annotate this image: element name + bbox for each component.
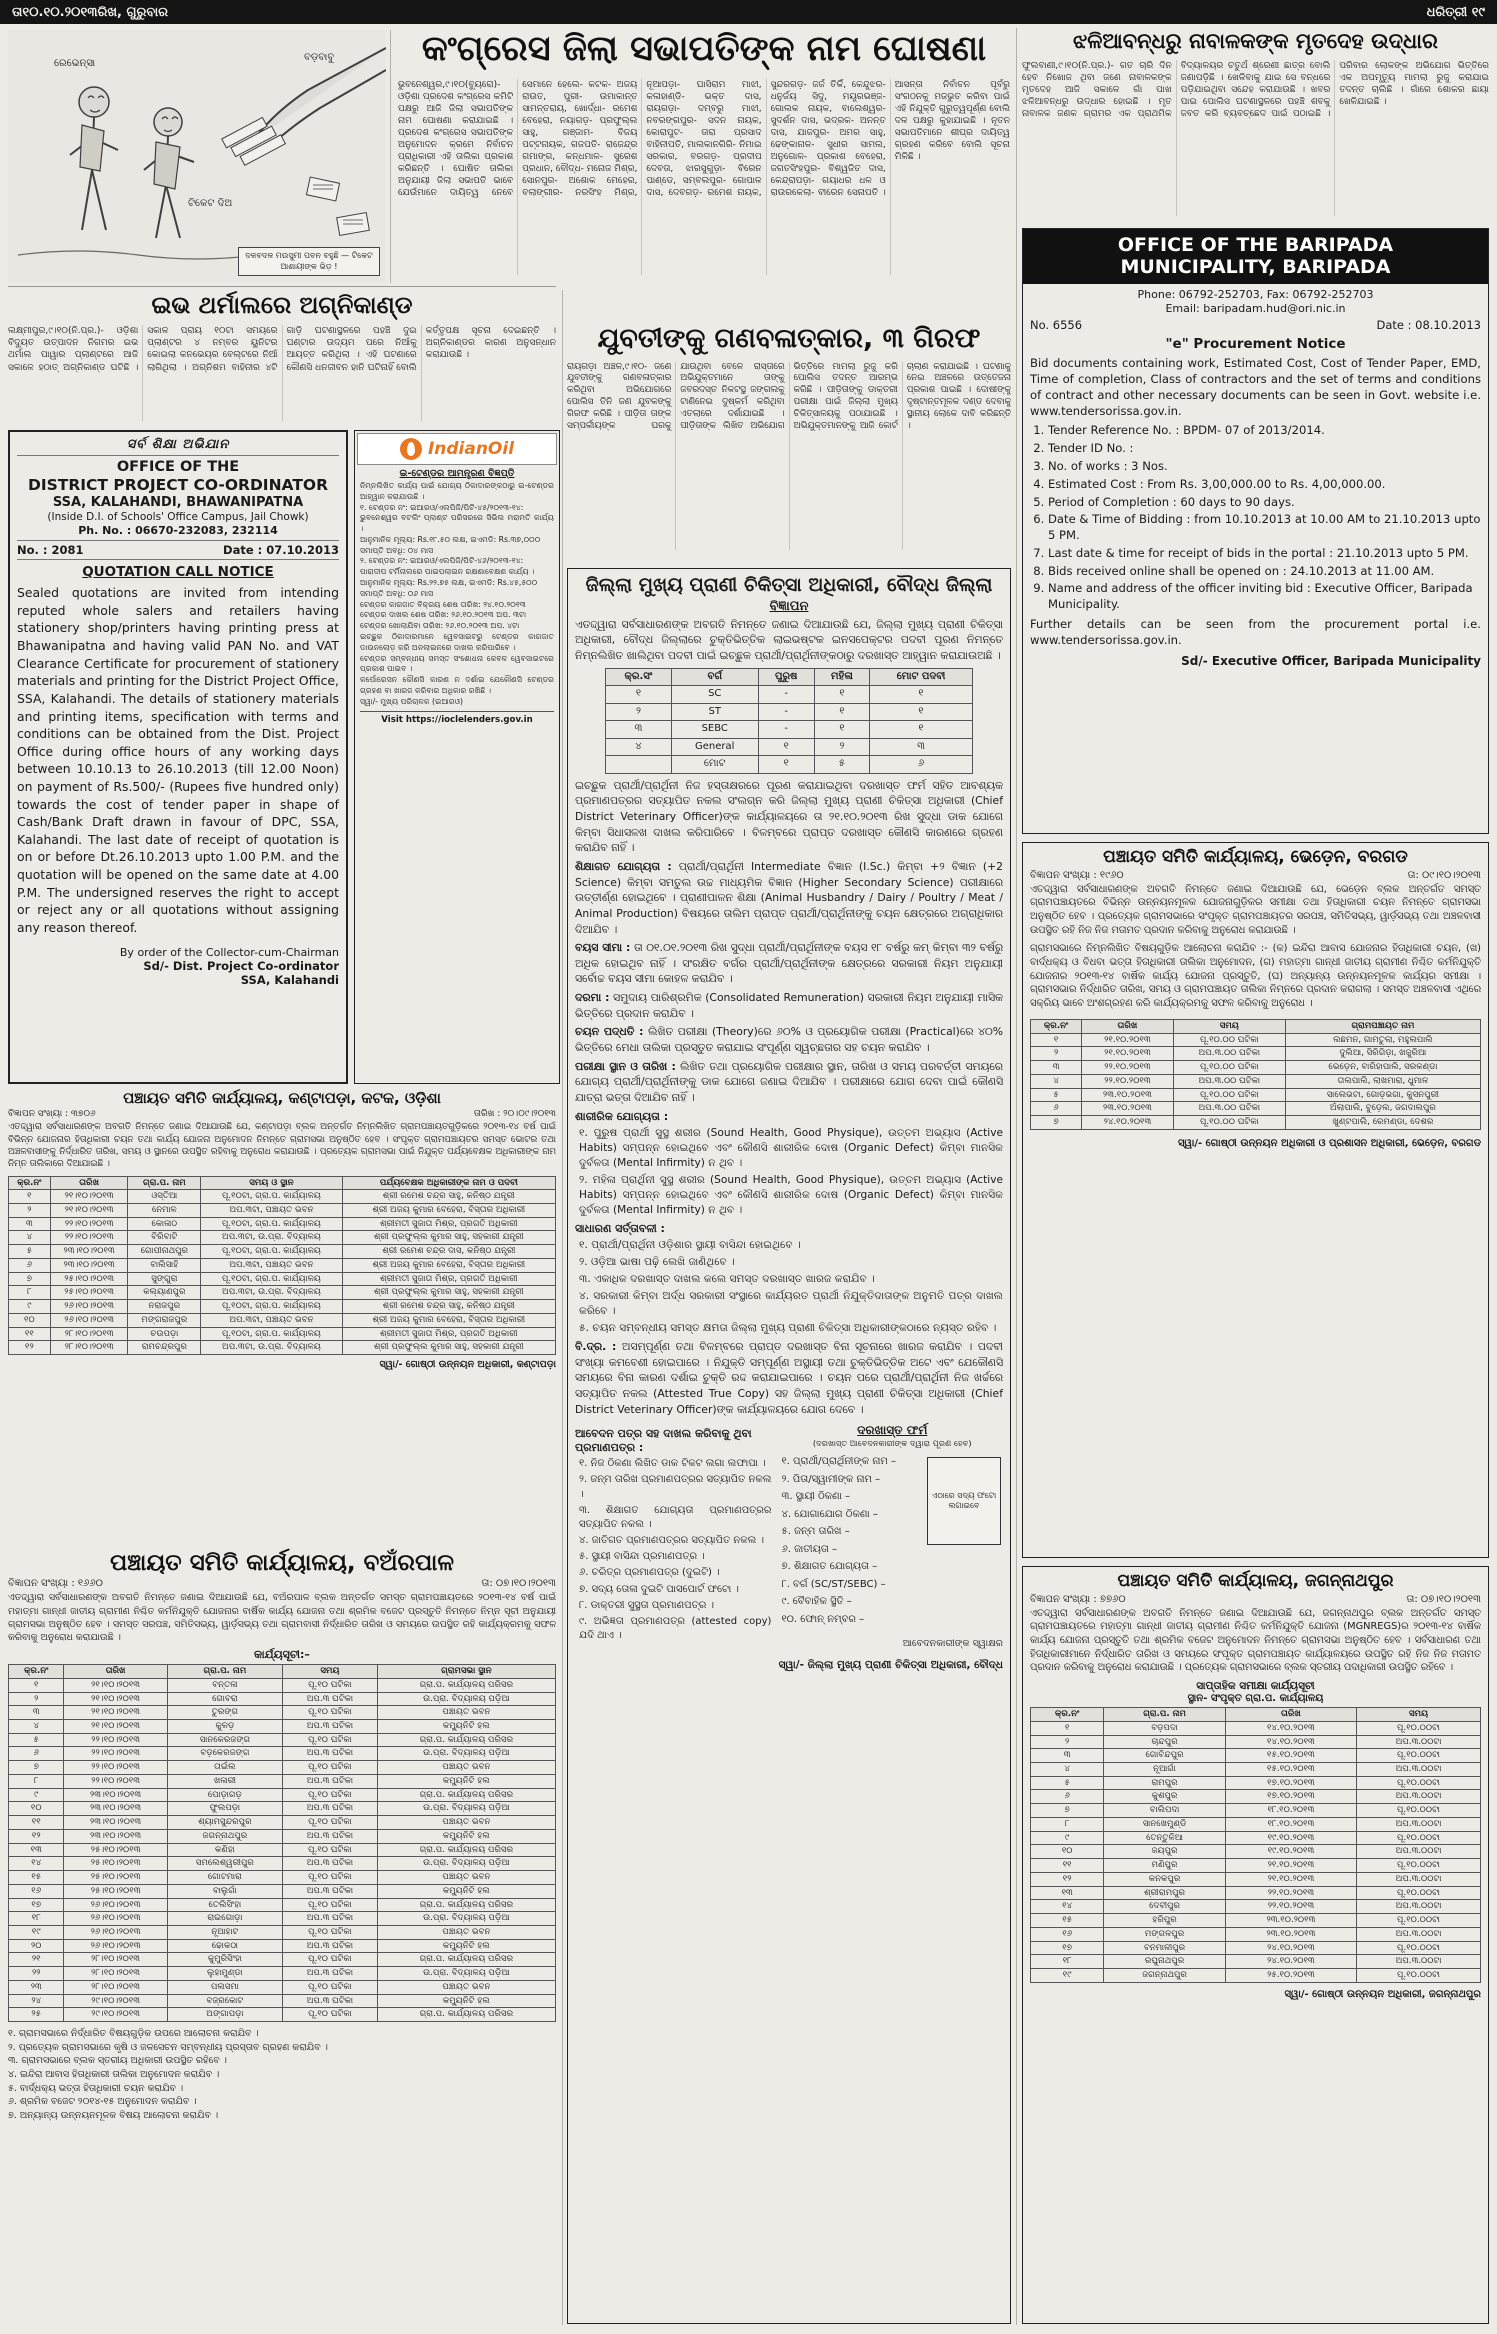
tender-detail-list bbox=[1030, 423, 1481, 612]
notice-paragraph: ବୟସ ସୀମା : ତା ୦୧.୦୧.୨୦୧୩ ରିଖ ସୁଦ୍ଧା ପ୍ରାର୍ଥୀ/ପ୍ରାର୍ଥିନୀଙ୍କ ବୟସ ୧୮ ବର୍ଷରୁ କମ୍ କିମ୍ବା ୩୨ ବର୍ଷରୁ ଅଧିକ ହୋଇଥିବ ନାହିଁ । ସଂରକ୍ଷିତ ବର୍ଗର ପ୍ରାର୍ଥୀ/ପ୍ରାର୍ଥିନୀଙ୍କ କ୍ଷେତ୍ରରେ ସରକାରୀ ନିୟମ ଅନୁଯାୟୀ ସର୍ବୋଚ୍ଚ ବୟସ ସୀମା କୋହଳ କରାଯିବ । bbox=[575, 941, 1003, 986]
notice-number: ବିଜ୍ଞାପନ ସଂଖ୍ୟା : ୭୭୬୦ bbox=[1030, 1593, 1126, 1605]
document-item: ୬. ଚରିତ୍ର ପ୍ରମାଣପତ୍ର (ଦୁଇଟି) । bbox=[579, 1567, 720, 1579]
table-row: ୧୫ ହରିପୁର ୨୩.୧୦.୨୦୧୩ ପୂ.୧୦.୦୦ଟା bbox=[1031, 1914, 1481, 1928]
table-row: ୪ ୨୧।୧୦।୨୦୧୩ କୁଳଡ଼ ଅପ.୩ ଘଟିକା କମ୍ୟୁନିଟି ହଲ bbox=[9, 1720, 556, 1734]
table-row: ୧୨ ୨୩।୧୦।୨୦୧୩ ଜଗନ୍ନାଥପୁର ଅପ.୩ ଘଟିକା କମ୍ୟୁନିଟି ହଲ bbox=[9, 1829, 556, 1843]
schedule-title: କାର୍ଯ୍ୟସୂଚୀ:– bbox=[254, 1648, 310, 1662]
physical-item: ୧. ପୁରୁଷ ପ୍ରାର୍ଥୀ ସୁସ୍ଥ ଶରୀର (Sound Health, Good Physique), ଉତ୍ତମ ଅଭ୍ୟାସ (Active Habits) ସମ୍ପନ୍ନ ହୋଇଥିବେ ଏବଂ କୌଣସି ଶାରୀରିକ ଦୋଷ (Organic Defect) କିମ୍ବା ମାନସିକ ଦୁର୍ବଳତା (Mental Infirmity) ନ ଥିବ । bbox=[579, 1126, 1003, 1169]
notice-subtitle: ବିଜ୍ଞାପନ bbox=[769, 598, 809, 614]
table-row: ୧୪ ୨୫।୧୦।୨୦୧୩ ସମଲେଶ୍ୱରୀପୁର ଅପ.୩ ଘଟିକା ଉ.ପ୍ରା. ବିଦ୍ୟାଳୟ ପଡ଼ିଆ bbox=[9, 1857, 556, 1871]
tender-detail-item: 6. Date & Time of Bidding : from 10.10.2013 at 10.00 AM to 21.10.2013 upto 5 PM. bbox=[1048, 512, 1481, 544]
table-row: ୧୧ ମଣିପୁର ୨୧.୧୦.୨୦୧୩ ପୂ.୧୦.୦୦ଟା bbox=[1031, 1859, 1481, 1873]
document-item: ୮. ଡାକ୍ତରୀ ସୁସ୍ଥତା ପ୍ରମାଣପତ୍ର । bbox=[579, 1599, 714, 1611]
indianoil-logo-icon bbox=[400, 438, 422, 460]
notice-org-line2: DISTRICT PROJECT CO-ORDINATOR bbox=[27, 476, 329, 495]
notice-signature: ସ୍ୱା/- ଗୋଷ୍ଠୀ ଉନ୍ନୟନ ଅଧିକାରୀ ଓ ପ୍ରଶାସନ ଅଧିକାରୀ, ଭେଡ଼େନ, ବରଗଡ bbox=[1178, 1137, 1481, 1149]
table-row: ୧୭ ୨୬।୧୦।୨୦୧୩ ତେଲିସିଂହା ପୂ.୧୦ ଘଟିକା ଗ୍ରା.ପ. କାର୍ଯ୍ୟାଳୟ ପରିସର bbox=[9, 1898, 556, 1912]
gram-sabha-schedule-table bbox=[1030, 1019, 1481, 1130]
form-title: ଦରଖାସ୍ତ ଫର୍ମ bbox=[857, 1423, 928, 1438]
notice-bhedan bbox=[1022, 842, 1489, 1558]
tender-detail-item: 7. Last date & time for receipt of bids in the portal : 21.10.2013 upto 5 PM. bbox=[1048, 546, 1481, 562]
notice-meta bbox=[8, 1109, 556, 1119]
table-row: ୧୫ ୨୫।୧୦।୨୦୧୩ ଗୋଟମାରା ପୂ.୧୦ ଘଟିକା ପଞ୍ଚାୟତ ଭବନ bbox=[9, 1871, 556, 1885]
table-header-row: କ୍ର.ନଂ ତାରିଖ ଗ୍ରା.ପ. ନାମ ସମୟ ଗ୍ରାମସଭା ସ୍ଥାନ bbox=[9, 1665, 556, 1679]
notice-date: ତାରିଖ : ୨୦।୦୯।୨୦୧୩ bbox=[473, 1109, 556, 1120]
table-row: ୭ ୨୨।୧୦।୨୦୧୩ ତାଇଁଲ ପୂ.୧୦ ଘଟିକା ପଞ୍ଚାୟତ ଭବନ bbox=[9, 1761, 556, 1775]
notice-banrpal bbox=[8, 1550, 556, 2325]
physical-title: ଶାରୀରିକ ଯୋଗ୍ୟତା : bbox=[575, 1109, 669, 1123]
advert-line: ଆନୁମାନିକ ମୂଲ୍ୟ: Rs.୧୮.୫୦ ଲକ୍ଷ, ଇଏମଡି: Rs.୩୭,୦୦୦ bbox=[360, 534, 541, 544]
advert-line: ଟେଣ୍ଡର କାଗଜାତ ବିକ୍ରୟ ଶେଷ ତାରିଖ: ୨୪.୧୦.୨୦୧୩ bbox=[360, 599, 526, 609]
terms-item: ୩. ଏକାଧିକ ଦରଖାସ୍ତ ଦାଖଲ କଲେ ସମସ୍ତ ଦରଖାସ୍ତ ଖାରଜ କରାଯିବ । bbox=[579, 1272, 875, 1285]
table-row: ୧ SC - ୧ ୧ bbox=[605, 686, 972, 704]
table-row: ୩ ୨୧।୧୦।୨୦୧୩ ତୁରଙ୍ଗ ପୂ.୧୦ ଘଟିକା ପଞ୍ଚାୟତ ଭବନ bbox=[9, 1706, 556, 1720]
table-row: ୨୦ ୨୬।୧୦।୨୦୧୩ ଢୋକଠା ଅପ.୩ ଘଟିକା କମ୍ୟୁନିଟି ହଲ bbox=[9, 1939, 556, 1953]
table-row: ୨୪ ୨୯।୧୦।୨୦୧୩ ବଜ୍ରକୋଟ ଅପ.୩ ଘଟିକା କମ୍ୟୁନିଟି ହଲ bbox=[9, 1994, 556, 2008]
article-headline: ଇଭ ଥର୍ମାଲରେ ଅଗ୍ନିକାଣ୍ଡ bbox=[151, 291, 413, 319]
form-field: ୬. ଜାତୀୟତା – bbox=[781, 1543, 837, 1555]
tender-detail-item: 5. Period of Completion : 60 days to 90 days. bbox=[1048, 495, 1481, 511]
form-field: ୨. ପିତା/ସ୍ୱାମୀଙ୍କ ନାମ – bbox=[781, 1473, 881, 1485]
notice-signature-line1: Sd/- Dist. Project Co-ordinator bbox=[143, 959, 339, 974]
document-item: ୨. ଜନ୍ମ ତାରିଖ ପ୍ରମାଣପତ୍ରର ସତ୍ୟାପିତ ନକଲ । bbox=[579, 1474, 772, 1500]
table-row: ୮ ୨୨।୧୦।୨୦୧୩ ଖଳାରୀ ଅପ.୩ ଘଟିକା କମ୍ୟୁନିଟି ହଲ bbox=[9, 1774, 556, 1788]
table-row: ୪ ୨୨।୧୦।୨୦୧୩ ବିରିବାଟି ଅପ.୩ଟା, ଉ.ପ୍ରା. ବିଦ୍ୟାଳୟ ଶ୍ରୀ ପ୍ରଫୁଲ୍ଲ କୁମାର ସାହୁ, ସହକାରୀ ଯନ୍ତ୍ରୀ bbox=[9, 1231, 556, 1245]
notice-body: Sealed quotations are invited from intending reputed whole salers and retailers having stationery shop/printers having printing press at Bhawanipatna and having valid PAN No. and VAT Clearance Certificate for procurement of stationery materials and printing for the District Project Office, SSA, Kalahandi. The details of stationery materials and printing items, specification with terms and conditions can be obtained from the Dist. Project Office during office hours of any working days between 10.10.13 to 26.10.2013 (till 12.00 Noon) on payment of Rs.500/- (Rupees five hundred only) towards the cost of tender paper in shape of Cash/Bank Draft drawn in favour of DPC, SSA, Kalahandi. The last date of receipt of quotation is on or before Dt.26.10.2013 upto 1.00 P.M. and the quotation will be opened on the same date at 4.00 P.M. The undersigned reserves the right to accept or reject any or all quotations without assigning any reason thereof. bbox=[17, 585, 339, 935]
notice-title: QUOTATION CALL NOTICE bbox=[82, 564, 274, 581]
table-header-row: କ୍ର.ନଂ ତାରିଖ ଗ୍ରା.ପ. ନାମ ସମୟ ଓ ସ୍ଥାନ ପର୍ଯ୍ୟବେକ୍ଷକ ଅଧିକାରୀଙ୍କ ନାମ ଓ ପଦବୀ bbox=[9, 1176, 556, 1190]
footnotes bbox=[8, 2027, 556, 2122]
form-field: ୭. ଶିକ୍ଷାଗତ ଯୋଗ୍ୟତା – bbox=[781, 1561, 878, 1573]
notice-number: ବିଜ୍ଞାପନ ସଂଖ୍ୟା : ୧୯୬୦ bbox=[1030, 869, 1124, 881]
notice-org-title: OFFICE OF THE BARIPADA MUNICIPALITY, BARIPADA bbox=[1023, 229, 1488, 284]
advert-line: ୨. ଟେଣ୍ଡର ନଂ: ଇଆରଓ/ଏଲପିଜି/ପିଟି-୪୬/୨୦୧୩-୧୪: bbox=[360, 556, 524, 566]
document-item: ୩. ଶିକ୍ଷାଗତ ଯୋଗ୍ୟତା ପ୍ରମାଣପତ୍ରର ସତ୍ୟାପିତ ନକଲ । bbox=[579, 1504, 772, 1530]
cartoon-caption: ଦଳବଦଳ ମଉସୁମୀ ପବନ ବହୁଛି — ଟିକେଟ ଆଶାୟୀଙ୍କ ଭିଡ଼ ! bbox=[238, 247, 380, 276]
table-row: ୫ ୨୩।୧୦।୨୦୧୩ ଗୋପୀନାଥପୁର ପୂ.୧୦ଟା, ଗ୍ରା.ପ. କାର୍ଯ୍ୟାଳୟ ଶ୍ରୀ ରମେଶ ଚନ୍ଦ୍ର ଦାସ, କନିଷ୍ଠ ଯନ୍ତ୍ରୀ bbox=[9, 1245, 556, 1259]
table-row: ୧୯ ଜଗନ୍ନାଥପୁର ୨୫.୧୦.୨୦୧୩ ପୂ.୧୦.୦୦ଟା bbox=[1031, 1969, 1481, 1983]
table-row: ୧୧ ୨୩।୧୦।୨୦୧୩ ଶ୍ୟାମସୁନ୍ଦରପୁର ପୂ.୧୦ ଘଟିକା ପଞ୍ଚାୟତ ଭବନ bbox=[9, 1816, 556, 1830]
footnote-item: ୧. ଗ୍ରାମସଭାରେ ନିର୍ଦ୍ଧାରିତ ବିଷୟଗୁଡ଼ିକ ଉପରେ ଆଲୋଚନା କରାଯିବ । bbox=[8, 2028, 259, 2040]
table-row: ୫ ରାମପୁର ୧୭.୧୦.୨୦୧୩ ପୂ.୧୦.୦୦ଟା bbox=[1031, 1776, 1481, 1790]
table-header-row: କ୍ର.ନଂ ତାରିଖ ସମୟ ଗ୍ରାମପଞ୍ଚାୟତ ନାମ bbox=[1031, 1019, 1481, 1033]
table-row: ୯ ତେନ୍ତୁଳିଆ ୧୯.୧୦.୨୦୧୩ ପୂ.୧୦.୦୦ଟା bbox=[1031, 1831, 1481, 1845]
tender-detail-item: 9. Name and address of the officer inviting bid : Executive Officer, Baripada Municipality. bbox=[1048, 581, 1481, 613]
tender-detail-item: 3. No. of works : 3 Nos. bbox=[1048, 459, 1481, 475]
notice-title: ଜିଲ୍ଲା ମୁଖ୍ୟ ପ୍ରାଣୀ ଚିକିତ୍ସା ଅଧିକାରୀ, ବୌଦ୍ଧ ଜିଲ୍ଲା bbox=[585, 574, 993, 596]
table-row: ୧୮ ରଘୁନାଥପୁର ୨୪.୧୦.୨୦୧୩ ଅପ.୩.୦୦ଟା bbox=[1031, 1955, 1481, 1969]
table-row: ୮ ୨୫।୧୦।୨୦୧୩ କଲ୍ୟାଣପୁର ଅପ.୩ଟା, ଉ.ପ୍ରା. ବିଦ୍ୟାଳୟ ଶ୍ରୀ ପ୍ରଫୁଲ୍ଲ କୁମାର ସାହୁ, ସହକାରୀ ଯନ୍ତ୍ରୀ bbox=[9, 1286, 556, 1300]
ssa-logo: ସର୍ବ ଶିକ୍ଷା ଅଭିଯାନ bbox=[17, 437, 339, 456]
table-row: ୮ ସାନଖେମୁଣ୍ଡି ୧୮.୧୦.୨୦୧୩ ଅପ.୩.୦୦ଟା bbox=[1031, 1817, 1481, 1831]
notice-footer: Further details can be seen from the procurement portal i.e. www.tendersorissa.gov.in. bbox=[1030, 616, 1481, 647]
document-item: ୫. ସ୍ଥାୟୀ ବାସିନ୍ଦା ପ୍ରମାଣପତ୍ର । bbox=[579, 1551, 705, 1563]
application-form bbox=[781, 1423, 1003, 1649]
cartoon-label-1: ରେଭେନ୍ସା bbox=[54, 58, 96, 69]
advert-line: ଇଚ୍ଛୁକ ଠିକାଦାରମାନେ ୱେବସାଇଟରୁ ଟେଣ୍ଡର କାଗଜାତ ଡାଉନଲୋଡ଼ କରି ଅନଲାଇନରେ ଦାଖଲ କରିପାରିବେ । bbox=[360, 631, 554, 652]
notice-date: ତା: ୦୯।୧୦।୨୦୧୩ bbox=[1407, 869, 1481, 881]
tender-detail-item: 4. Estimated Cost : From Rs. 3,00,000.00 to Rs. 4,00,000.00. bbox=[1048, 477, 1481, 493]
document-item: ୧. ନିଜ ଠିକଣା ଲିଖିତ ଡାକ ଟିକଟ ଲଗା ଲଫାପା । bbox=[579, 1458, 766, 1470]
table-row: ୧୧ ୨୮।୧୦।୨୦୧୩ ଚଉପଡ଼ା ପୂ.୧୦ଟା, ଗ୍ରା.ପ. କାର୍ଯ୍ୟାଳୟ ଶ୍ରୀମତୀ ସୁଜାତା ମିଶ୍ର, ପ୍ରଗତି ଅଧିକାରୀ bbox=[9, 1327, 556, 1341]
notice-meta bbox=[17, 540, 339, 560]
notice-meta bbox=[1030, 318, 1481, 332]
notice-meta bbox=[8, 1578, 556, 1589]
docs-and-form bbox=[575, 1423, 1003, 1649]
document-item: ୯. ଅଭିଜ୍ଞତା ପ୍ରମାଣପତ୍ର (attested copy) ଯଦି ଥାଏ । bbox=[579, 1616, 772, 1642]
table-row: ମୋଟ ୧ ୫ ୬ bbox=[605, 756, 972, 774]
notice-date: ତା: ୦୭।୧୦।୨୦୧୩ bbox=[481, 1578, 556, 1590]
footnote-item: ୪. ଇନ୍ଦିରା ଆବାସ ହିତାଧିକାରୀ ତାଲିକା ଅନୁମୋଦନ କରାଯିବ । bbox=[8, 2069, 220, 2081]
table-row: ୧୩ ଶ୍ରୀରାମପୁର ୨୨.୧୦.୨୦୧୩ ପୂ.୧୦.୦୦ଟା bbox=[1031, 1886, 1481, 1900]
footnote-item: ୨. ପ୍ରତ୍ୟେକ ଗ୍ରାମସଭାରେ କୃଷି ଓ ଜଳସେଚନ ସମ୍ବନ୍ଧୀୟ ପ୍ରସ୍ତାବ ଗ୍ରହଣ କରାଯିବ । bbox=[8, 2041, 328, 2053]
form-field: ୧୦. ଫୋନ୍ ନମ୍ବର – bbox=[781, 1613, 865, 1625]
notice-title: ପଞ୍ଚାୟତ ସମିତି କାର୍ଯ୍ୟାଳୟ, ଭେଡ଼େନ, ବରଗଡ bbox=[1103, 847, 1408, 867]
column-rule bbox=[1016, 28, 1017, 2325]
vacancy-table bbox=[605, 668, 973, 774]
article-headline: ଯୁବତୀଙ୍କୁ ଗଣବଳାତ୍କାର, ୩ ଗିରଫ bbox=[597, 323, 981, 354]
advert-line: ଆନୁମାନିକ ମୂଲ୍ୟ: Rs.୨୨.୭୫ ଲକ୍ଷ, ଇଏମଡି: Rs.୪୫,୫୦୦ bbox=[360, 578, 538, 588]
table-row: ୬ ୨୩।୧୦।୨୦୧୩ ବାଲିସାହି ଅପ.୩ଟା, ପଞ୍ଚାୟତ ଭବନ ଶ୍ରୀ ଅଜୟ କୁମାର ବେହେରା, ବିସ୍ତାର ଅଧିକାରୀ bbox=[9, 1258, 556, 1272]
article-congress bbox=[398, 28, 1010, 286]
section-rule bbox=[8, 286, 556, 287]
table-row: ୯ ୨୬।୧୦।୨୦୧୩ ନରାଜପୁର ପୂ.୧୦ଟା, ଗ୍ରା.ପ. କାର୍ଯ୍ୟାଳୟ ଶ୍ରୀ ରମେଶ ଚନ୍ଦ୍ର ସାହୁ, କନିଷ୍ଠ ଯନ୍ତ୍ରୀ bbox=[9, 1300, 556, 1314]
form-field: ୫. ଜନ୍ମ ତାରିଖ – bbox=[781, 1526, 850, 1538]
cartoon-label-3: ଟିକେଟ ଦିଅ bbox=[188, 198, 233, 209]
table-row: ୧୭ ବନମାଳୀପୁର ୨୪.୧୦.୨୦୧୩ ପୂ.୧୦.୦୦ଟା bbox=[1031, 1941, 1481, 1955]
table-row: ୪ General ୧ ୨ ୩ bbox=[605, 738, 972, 756]
cartoon-label-2: ବଡ଼ବାବୁ bbox=[304, 52, 335, 63]
notice-date: ତା: ୦୭।୧୦।୨୦୧୩ bbox=[1406, 1593, 1481, 1605]
article-body: ଲକ୍ଷ୍ମୀପୁର,୯।୧୦(ନି.ପ୍ର.)- ଓଡ଼ିଶା ବିଦ୍ୟୁତ ଉତ୍ପାଦନ ନିଗମର ଇଭ ଥର୍ମାଲ ପାୱାର ପ୍ଲାଣ୍ଟରେ ଆଜି ସକାଳେ ହଠାତ୍ ଅଗ୍ନିକାଣ୍ଡ ଘଟିଛି । ସକାଳ ପ୍ରାୟ ୧୦ଟା ସମୟରେ ପ୍ଲାଣ୍ଟର ୪ ନମ୍ବର ୟୁନିଟର କୋଇଲା କନଭେୟର ବେଲ୍ଟରେ ନିଆଁ ଲାଗିଥିଲା । ଅଗ୍ନିଶମ ବାହିନୀର ୪ଟି ଗାଡ଼ି ଘଟଣାସ୍ଥଳରେ ପହଞ୍ଚି ଦୁଇ ଘଣ୍ଟାର ଉଦ୍ୟମ ପରେ ନିଆଁକୁ ଆୟତ୍ତ କରିଥିଲା । ଏହି ଘଟଣାରେ କୌଣସି ଧନଜୀବନ ହାନି ଘଟିନାହିଁ ବୋଲି କର୍ତ୍ତୃପକ୍ଷ ସୂଚନା ଦେଇଛନ୍ତି । ଅଗ୍ନିକାଣ୍ଡର କାରଣ ଅନୁସନ୍ଧାନ କରାଯାଉଛି । bbox=[8, 326, 556, 373]
advert-line: ନିମ୍ନଲିଖିତ କାର୍ଯ୍ୟ ପାଇଁ ଯୋଗ୍ୟ ଠିକାଦାରଙ୍କଠାରୁ ଇ-ଟେଣ୍ଡର ଆହ୍ୱାନ କରାଯାଉଛି । bbox=[360, 481, 554, 501]
column-rule bbox=[562, 290, 563, 2325]
table-row: ୧୯ ୨୬।୧୦।୨୦୧୩ ନୂଆହାଟ ପୂ.୧୦ ଘଟିକା ପଞ୍ଚାୟତ ଭବନ bbox=[9, 1926, 556, 1940]
notice-paragraph: ଏତଦ୍ଦ୍ୱାରା ସର୍ବସାଧାରଣଙ୍କ ଅବଗତି ନିମନ୍ତେ ଜଣାଇ ଦିଆଯାଉଛି ଯେ, ଭେଡ଼େନ ବ୍ଲକ ଅନ୍ତର୍ଗତ ସମସ୍ତ ଗ୍ରାମପଞ୍ଚାୟତରେ ବିଭିନ୍ନ ଉନ୍ନୟନମୂଳକ ଯୋଜନାଗୁଡ଼ିକର ସମୀକ୍ଷା ତଥା ହିତାଧିକାରୀ ଚୟନ ନିମନ୍ତେ ଗ୍ରାମସଭା ଅନୁଷ୍ଠିତ ହେବ । ପ୍ରତ୍ୟେକ ଗ୍ରାମସଭାରେ ସଂପୃକ୍ତ ଗ୍ରାମପଞ୍ଚାୟତର ସରପଞ୍ଚ, ସମିତିସଭ୍ୟ, ୱାର୍ଡ଼ସଭ୍ୟ ତଥା ଅଞ୍ଚଳବାସୀ ଉପସ୍ଥିତ ରହି ନିଜ ନିଜ ମତାମତ ପ୍ରଦାନ କରିବାକୁ ଅନୁରୋଧ କରାଯାଉଛି । bbox=[1030, 883, 1481, 936]
masthead bbox=[0, 0, 1497, 24]
tender-detail-item: 2. Tender ID No. : bbox=[1048, 441, 1481, 457]
gram-sabha-schedule-table bbox=[8, 1664, 556, 2022]
notice-intro: Bid documents containing work, Estimated Cost, Cost of Tender Paper, EMD, Time of completion, Class of contractors and the set of terms and conditions of contract and other necessary documents can be seen in Govt. website i.e. www.tendersorissa.gov.in. bbox=[1030, 356, 1481, 418]
advert-line: ସ୍ୱା/- ମୁଖ୍ୟ ପରିଚାଳକ (ଇଆରଓ) bbox=[360, 696, 464, 706]
table-row: ୧୮ ୨୬।୧୦।୨୦୧୩ ରାଇଗୋଡ଼ା ଅପ.୩ ଘଟିକା ଉ.ପ୍ରା. ବିଦ୍ୟାଳୟ ପଡ଼ିଆ bbox=[9, 1912, 556, 1926]
table-row: ୧୬ ୨୫।୧୦।୨୦୧୩ ବାଲୁଗାଁ ଅପ.୩ ଘଟିକା କମ୍ୟୁନିଟି ହଲ bbox=[9, 1884, 556, 1898]
notice-number: ବିଜ୍ଞାପନ ସଂଖ୍ୟା : ୧୬୬୦ bbox=[8, 1578, 103, 1590]
table-row: ୧୬ ମଙ୍ଗଳପୁର ୨୩.୧୦.୨୦୧୩ ଅପ.୩.୦୦ଟା bbox=[1031, 1927, 1481, 1941]
article-drowning bbox=[1022, 28, 1489, 224]
notice-meta bbox=[1030, 870, 1481, 881]
advert-line: ପାରାଦୀପ ଟର୍ମିନାଲରେ ପାଇପଲାଇନ ରକ୍ଷଣାବେକ୍ଷଣ କାର୍ଯ୍ୟ । bbox=[360, 567, 535, 577]
table-header-row: କ୍ର.ସଂ ବର୍ଗ ପୁରୁଷ ମହିଳା ମୋଟ ପଦବୀ bbox=[605, 668, 972, 686]
terms-item: ୪. ସରକାରୀ କିମ୍ବା ଅର୍ଦ୍ଧ ସରକାରୀ ସଂସ୍ଥାରେ କାର୍ଯ୍ୟରତ ପ୍ରାର୍ଥୀ ନିଯୁକ୍ତିଦାତାଙ୍କ ଅନୁମତି ପତ୍ର ଦାଖଲ କରିବେ । bbox=[579, 1289, 1003, 1317]
notice-signature: ସ୍ୱା/- ଗୋଷ୍ଠୀ ଉନ୍ନୟନ ଅଧିକାରୀ, କଣ୍ଟାପଡ଼ା bbox=[379, 1359, 556, 1371]
terms-title: ସାଧାରଣ ସର୍ତ୍ତାବଳୀ : bbox=[575, 1221, 665, 1235]
table-row: ୨୧ ୨୮।୧୦।୨୦୧୩ କୁମୁରିସିଂହା ପୂ.୧୦ ଘଟିକା ଗ୍ରା.ପ. କାର୍ଯ୍ୟାଳୟ ପରିସର bbox=[9, 1953, 556, 1967]
physical-item: ୨. ମହିଳା ପ୍ରାର୍ଥିନୀ ସୁସ୍ଥ ଶରୀର (Sound Health, Good Physique), ଉତ୍ତମ ଅଭ୍ୟାସ (Active Habits) ସମ୍ପନ୍ନ ହୋଇଥିବେ ଏବଂ କୌଣସି ଶାରୀରିକ ଦୋଷ (Organic Defect) କିମ୍ବା ମାନସିକ ଦୁର୍ବଳତା (Mental Infirmity) ନ ଥିବ । bbox=[579, 1173, 1003, 1216]
article-headline: ଝଳିଆବନ୍ଧରୁ ନାବାଳକଙ୍କ ମୃତଦେହ ଉଦ୍ଧାର bbox=[1073, 29, 1438, 53]
terms-item: ୫. ଚୟନ ସମ୍ବନ୍ଧୀୟ ସମସ୍ତ କ୍ଷମତା ଜିଲ୍ଲା ମୁଖ୍ୟ ପ୍ରାଣୀ ଚିକିତ୍ସା ଅଧିକାରୀଙ୍କଠାରେ ନ୍ୟସ୍ତ ରହିବ । bbox=[579, 1321, 997, 1334]
notice-intro: ଏତଦ୍ଦ୍ୱାରା ସର୍ବସାଧାରଣଙ୍କ ଅବଗତି ନିମନ୍ତେ ଜଣାଇ ଦିଆଯାଉଛି ଯେ, ଜିଲ୍ଲା ମୁଖ୍ୟ ପ୍ରାଣୀ ଚିକିତ୍ସା ଅଧିକାରୀ, ବୌଦ୍ଧ ଜିଲ୍ଲାରେ ଚୁକ୍ତିଭିତ୍ତିକ ଲାଇଭଷ୍ଟକ ଇନସପେକ୍ଟର ପଦବୀ ପୂରଣ ନିମନ୍ତେ ନିମ୍ନଲିଖିତ ଖାଲିଥିବା ପଦବୀ ପାଇଁ ଇଚ୍ଛୁକ ପ୍ରାର୍ଥୀ/ପ୍ରାର୍ଥିନୀଙ୍କଠାରୁ ଦରଖାସ୍ତ ଆହ୍ୱାନ କରାଯାଉଅଛି । bbox=[575, 617, 1003, 663]
notice-number: No. 6556 bbox=[1030, 318, 1083, 333]
table-row: ୩ SEBC - ୧ ୧ bbox=[605, 721, 972, 739]
notice-dpc-kalahandi bbox=[8, 430, 348, 1084]
footnote-item: ୩. ଗ୍ରାମସଭାରେ ବ୍ଲକ ସ୍ତରୀୟ ଅଧିକାରୀ ଉପସ୍ଥିତ ରହିବେ । bbox=[8, 2055, 227, 2067]
notice-kantapada bbox=[8, 1090, 556, 1542]
notice-title: ପଞ୍ଚାୟତ ସମିତି କାର୍ଯ୍ୟାଳୟ, ଜଗନ୍ନାଥପୁର bbox=[1117, 1571, 1394, 1591]
table-row: ୨୫ ୨୯।୧୦।୨୦୧୩ ଅଙ୍ଗାପଡ଼ା ପୂ.୧୦ ଘଟିକା ଗ୍ରା.ପ. କାର୍ଯ୍ୟାଳୟ ପରିସର bbox=[9, 2008, 556, 2022]
notice-meta bbox=[1030, 1594, 1481, 1605]
notice-paragraph: ଶିକ୍ଷାଗତ ଯୋଗ୍ୟତା : ପ୍ରାର୍ଥୀ/ପ୍ରାର୍ଥିନୀ Intermediate ବିଜ୍ଞାନ (I.Sc.) କିମ୍ବା +୨ ବିଜ୍ଞାନ (+2 Science) କିମ୍ବା ସମତୁଲ ଉଚ୍ଚ ମାଧ୍ୟମିକ ବିଜ୍ଞାନ (Higher Secondary Science) ପରୀକ୍ଷାରେ ଉତ୍ତୀର୍ଣ୍ଣ ହୋଇଥିବେ । ପ୍ରାଣୀପାଳନ ଶିକ୍ଷା (Animal Husbandry / Dairy / Poultry / Meat / Animal Production) ବିଷୟରେ ତାଲିମ ପ୍ରାପ୍ତ ପ୍ରାର୍ଥୀ/ପ୍ରାର୍ଥିନୀଙ୍କୁ ଚୟନ କ୍ଷେତ୍ରରେ ଅଗ୍ରାଧିକାର ଦିଆଯିବ । bbox=[575, 859, 1003, 936]
footnote-item: ୭. ଅନ୍ୟାନ୍ୟ ଉନ୍ନୟନମୂଳକ ବିଷୟ ଆଲୋଚନା କରାଯିବ । bbox=[8, 2109, 219, 2121]
photo-box: ଏଠାରେ ସଦ୍ୟ ଫଟୋ ଲଗାଇବେ bbox=[927, 1457, 1001, 1545]
footnote-item: ୬. ଶ୍ରମିକ ବଜେଟ ୨୦୧୪-୧୫ ଅନୁମୋଦନ କରାଯିବ । bbox=[8, 2096, 197, 2108]
notice-signature: ସ୍ୱା/- ଜିଲ୍ଲା ମୁଖ୍ୟ ପ୍ରାଣୀ ଚିକିତ୍ସା ଅଧିକାରୀ, ବୌଦ୍ଧ bbox=[778, 1659, 1003, 1672]
table-row: ୧୨ କନକପୁର ୨୧.୧୦.୨୦୧୩ ଅପ.୩.୦୦ଟା bbox=[1031, 1872, 1481, 1886]
advert-line: ଟେଣ୍ଡର ଖୋଲାଯିବା ତାରିଖ: ୨୬.୧୦.୨୦୧୩ ଅପ. ୪ଟା bbox=[360, 621, 520, 631]
table-row: ୫ ୨୨।୧୦।୨୦୧୩ ସାନକେରଜଙ୍ଗ ପୂ.୧୦ ଘଟିକା ଗ୍ରା.ପ. କାର୍ଯ୍ୟାଳୟ ପରିସର bbox=[9, 1733, 556, 1747]
table-row: ୨୨ ୨୮।୧୦।୨୦୧୩ ଲୁହାମୁଣ୍ଡା ଅପ.୩ ଘଟିକା ଉ.ପ୍ରା. ବିଦ୍ୟାଳୟ ପଡ଼ିଆ bbox=[9, 1967, 556, 1981]
article-fire bbox=[8, 290, 556, 424]
documents-list bbox=[575, 1423, 771, 1649]
advert-line: ଟେଣ୍ଡର ଦାଖଲ ଶେଷ ତାରିଖ: ୨୬.୧୦.୨୦୧୩ ଅପ. ୩ଟା bbox=[360, 610, 527, 620]
table-row: ୩ ୨୨।୧୦।୨୦୧୩ କୋଳାଠ ପୂ.୧୦ଟା, ଗ୍ରା.ପ. କାର୍ଯ୍ୟାଳୟ ଶ୍ରୀମତୀ ସୁଜାତା ମିଶ୍ର, ପ୍ରଗତି ଅଧିକାରୀ bbox=[9, 1217, 556, 1231]
notice-number: No. : 2081 bbox=[17, 543, 84, 558]
table-row: ୧୪ ଦେବୀପୁର ୨୨.୧୦.୨୦୧୩ ଅପ.୩.୦୦ଟା bbox=[1031, 1900, 1481, 1914]
table-row: ୭ ୨୫।୧୦।୨୦୧୩ ସୁଙ୍ଗୁରା ପୂ.୧୦ଟା, ଗ୍ରା.ପ. କାର୍ଯ୍ୟାଳୟ ଶ୍ରୀମତୀ ସୁଜାତା ମିଶ୍ର, ପ୍ରଗତି ଅଧିକାରୀ bbox=[9, 1272, 556, 1286]
table-row: ୧ ୨୧।୧୦।୨୦୧୩ ବନ୍ତଳା ପୂ.୧୦ ଘଟିକା ଗ୍ରା.ପ. କାର୍ଯ୍ୟାଳୟ ପରିସର bbox=[9, 1678, 556, 1692]
notice-email: Email: baripadam.hud@ori.nic.in bbox=[1165, 302, 1346, 316]
advert-indianoil bbox=[354, 430, 560, 1084]
notice-org-line1: OFFICE OF THE bbox=[116, 459, 240, 475]
masthead-date: ତା୧୦.୧୦.୨୦୧୩ରିଖ, ଗୁରୁବାର bbox=[12, 4, 169, 20]
notice-signature: Sd/- Executive Officer, Baripada Municipality bbox=[1181, 654, 1481, 669]
advert-line: ସମାପ୍ତି ଅବଧି: ୦୬ ମାସ bbox=[360, 588, 434, 598]
applicant-signature-label: ଆବେଦନକାରୀଙ୍କ ସ୍ୱାକ୍ଷର bbox=[902, 1638, 1003, 1650]
notice-signature-line2: SSA, Kalahandi bbox=[240, 973, 339, 988]
advert-line: ସମାପ୍ତି ଅବଧି: ୦୪ ମାସ bbox=[360, 545, 434, 555]
advert-line: କର୍ପୋରେସନ କୌଣସି କାରଣ ନ ଦର୍ଶାଇ ଯେକୌଣସି ଟେଣ୍ଡର ଗ୍ରହଣ ବା ଖାରଜ କରିବାର ଅଧିକାର ରଖିଛି । bbox=[360, 675, 554, 695]
form-subtitle: (ଦରଖାସ୍ତ ଆବେଦନକାରୀଙ୍କ ଦ୍ୱାରା ପୂରଣ ହେବ) bbox=[812, 1438, 972, 1449]
advert-website: Visit https://ioclelenders.gov.in bbox=[360, 711, 554, 725]
gram-sabha-observer-table bbox=[8, 1176, 556, 1356]
notice-signature: ସ୍ୱା/- ଗୋଷ୍ଠୀ ଉନ୍ନୟନ ଅଧିକାରୀ, ଜଗନ୍ନାଥପୁର bbox=[1284, 1988, 1481, 2000]
form-field: ୮. ବର୍ଗ (SC/ST/SEBC) – bbox=[781, 1578, 886, 1590]
notice-phone: Phone: 06792-252703, Fax: 06792-252703 bbox=[1137, 287, 1374, 301]
column-rule bbox=[390, 30, 391, 283]
notice-paragraph: ଇଚ୍ଛୁକ ପ୍ରାର୍ଥୀ/ପ୍ରାର୍ଥିନୀ ନିଜ ହସ୍ତାକ୍ଷରରେ ପୂରଣ କରାଯାଇଥିବା ଦରଖାସ୍ତ ଫର୍ମ ସହିତ ଆବଶ୍ୟକ ପ୍ରମାଣପତ୍ରର ସତ୍ୟାପିତ ନକ​ଲ ସଂଲଗ୍ନ କରି ଜିଲ୍ଲା ମୁଖ୍ୟ ପ୍ରାଣୀ ଚିକିତ୍ସା ଅଧିକାରୀ (Chief District Veterinary Officer)ଙ୍କ କାର୍ଯ୍ୟାଳୟରେ ତା ୨୧.୧୦.୨୦୧୩ ରିଖ ସୁଦ୍ଧା ଡାକ ଯୋଗେ କିମ୍ବା ସିଧାସଳଖ ଦାଖଲ କରିପାରିବେ । ବିଳମ୍ବରେ ପ୍ରାପ୍ତ ଦରଖାସ୍ତ କୌଣସି କାରଣରେ ଗ୍ରହଣ କରାଯିବ ନାହିଁ । bbox=[575, 778, 1003, 855]
article-body: ଭୁବନେଶ୍ୱର,୯।୧୦(ବ୍ୟୁରୋ)- ଓଡ଼ିଶା ପ୍ରଦେଶ କଂଗ୍ରେସ କମିଟି ପକ୍ଷରୁ ଆଜି ଜିଲା ସଭାପତିଙ୍କ ନାମ ଘୋଷଣା କରାଯାଇଛି । ପ୍ରଦେଶ କଂଗ୍ରେସ ସଭାପତିଙ୍କ ଅନୁମୋଦନ କ୍ରମେ ନିର୍ବାଚନ ପ୍ରାଧିକାରୀ ଏହି ତାଲିକା ପ୍ରକାଶ କରିଛନ୍ତି । ଘୋଷିତ ତାଲିକା ଅନୁଯାୟୀ ଜିଲା ସଭାପତି ଭାବେ ଯେଉଁମାନେ ଦାୟିତ୍ୱ ନେବେ ସେମାନେ ହେଲେ- କଟକ- ଅଜୟ ରାଉତ, ପୁରୀ- ଉମାକାନ୍ତ ସାମନ୍ତରାୟ, ଖୋର୍ଦ୍ଧା- ରମେଶ ବେହେରା, ନୟାଗଡ଼- ପ୍ରଫୁଲ୍ଲ ସାହୁ, ଗଞ୍ଜାମ- ବିଜୟ ପଟ୍ଟନାୟକ, ଗଜପତି- ରାଜେନ୍ଦ୍ର ଗମାଙ୍ଗ, କନ୍ଧମାଳ- ସୁରେଶ ପ୍ରଧାନ, ବୌଦ୍ଧ- ମନୋଜ ମିଶ୍ର, ସୋନପୁର- ଅଶୋକ ମେହେର, ବଲାଙ୍ଗୀର- ନରସିଂହ ମିଶ୍ର, ନୂଆପଡ଼ା- ଘାସିରାମ ମାଝୀ, କଳାହାଣ୍ଡି- ଭକ୍ତ ଦାସ, ରାୟଗଡ଼ା- ଦମ୍ବରୁ ମାଝୀ, ନବରଙ୍ଗପୁର- ସଦନ ନାୟକ, କୋରାପୁଟ- ତାରା ପ୍ରସାଦ ବାହିନୀପତି, ମାଲକାନଗିରି- ନିମାଇ ସରକାର, ବରଗଡ଼- ପ୍ରଦୀପ ଦେବତା, ଝାରସୁଗୁଡ଼ା- ବିରେନ ପାଣ୍ଡେ, ସମ୍ବଲପୁର- ଗୋପାଳ ଦାସ, ଦେବଗଡ଼- ରମେଶ ନାୟକ, ସୁନ୍ଦରଗଡ଼- ଜର୍ଜ ତିର୍କି, କେନ୍ଦୁଝର- ଧନୁର୍ଜୟ ସିଦୁ, ମୟୂରଭଞ୍ଜ- ଗୋଲକ ନାୟକ, ବାଲେଶ୍ୱର- ସୁଦର୍ଶନ ଦାସ, ଭଦ୍ରକ- ଅନନ୍ତ ଦାସ, ଯାଜପୁର- ଅମର ସାହୁ, ଢେଙ୍କାନାଳ- ସୁଧୀର ସାମଲ, ଅନୁଗୋଳ- ପ୍ରକାଶ ବେହେରା, ଜଗତସିଂହପୁର- ବିଶ୍ୱଜିତ ଦାସ, କେନ୍ଦ୍ରାପଡ଼ା- ଗୟାଧର ଧଳ ଓ ରାଉରକେଲା- ବୀରେନ ସେନାପତି । ଆସନ୍ତା ନିର୍ବାଚନ ପୂର୍ବରୁ ସଂଗଠନକୁ ମଜଭୁତ କରିବା ପାଇଁ ଏହି ନିଯୁକ୍ତି ଗୁରୁତ୍ୱପୂର୍ଣ୍ଣ ବୋଲି ଦଳ ପକ୍ଷରୁ କୁହାଯାଇଛି । ନୂତନ ସଭାପତିମାନେ ଶୀଘ୍ର ଦାୟିତ୍ୱ ଗ୍ରହଣ କରିବେ ବୋଲି ସୂଚନା ମିଳିଛି । bbox=[398, 79, 1010, 198]
schedule-title: ସାପ୍ତାହିକ ସମୀକ୍ଷା କାର୍ଯ୍ୟସୂଚୀ bbox=[1196, 1680, 1315, 1693]
notice-body: ଏତଦ୍ଦ୍ୱାରା ସର୍ବସାଧାରଣଙ୍କ ଅବଗତି ନିମନ୍ତେ ଜଣାଇ ଦିଆଯାଉଛି ଯେ, ବଅଁରପାଳ ବ୍ଲକ ଅନ୍ତର୍ଗତ ସମସ୍ତ ଗ୍ରାମପଞ୍ଚାୟତରେ ୨୦୧୩-୧୪ ବର୍ଷ ପାଇଁ ମହାତ୍ମା ଗାନ୍ଧୀ ଜାତୀୟ ଗ୍ରାମୀଣ ନିଶ୍ଚିତ କର୍ମନିଯୁକ୍ତି ଯୋଜନାର ବାର୍ଷିକ କାର୍ଯ୍ୟ ଯୋଜନା ତଥା ଶ୍ରମିକ ବଜେଟ ପ୍ରସ୍ତୁତି ନିମନ୍ତେ ନିମ୍ନ ସୂଚୀ ଅନୁଯାୟୀ ଗ୍ରାମସଭା ଅନୁଷ୍ଠିତ ହେବ । ସମସ୍ତ ସରପଞ୍ଚ, ସମିତିସଭ୍ୟ, ୱାର୍ଡ଼ସଭ୍ୟ ତଥା ଗ୍ରାମବାସୀ ନିର୍ଦ୍ଧାରିତ ତାରିଖ ଓ ସମୟରେ ଉପସ୍ଥିତ ରହି କାର୍ଯ୍ୟକ୍ରମକୁ ସଫଳ କରିବାକୁ ଅନୁରୋଧ କରାଯାଉଛି । bbox=[8, 1592, 556, 1643]
schedule-subtitle: ସ୍ଥାନ- ସଂପୃକ୍ତ ଗ୍ରା.ପ. କାର୍ଯ୍ୟାଳୟ bbox=[1187, 1693, 1324, 1705]
notice-paragraph: ଗ୍ରାମସଭାରେ ନିମ୍ନଲିଖିତ ବିଷୟଗୁଡ଼ିକ ଆଲୋଚନା କରାଯିବ :- (କ) ଇନ୍ଦିରା ଆବାସ ଯୋଜନାର ହିତାଧିକାରୀ ଚୟନ, (ଖ) ବାର୍ଦ୍ଧକ୍ୟ ଓ ବିଧବା ଭତ୍ତା ହିତାଧିକାରୀ ତାଲିକା ଅନୁମୋଦନ, (ଗ) ମହାତ୍ମା ଗାନ୍ଧୀ ଜାତୀୟ ଗ୍ରାମୀଣ ନିଶ୍ଚିତ କର୍ମନିଯୁକ୍ତି ଯୋଜନାର ୨୦୧୩-୧୪ ବାର୍ଷିକ କାର୍ଯ୍ୟ ଯୋଜନା ପ୍ରସ୍ତୁତି, (ଘ) ଅନ୍ୟାନ୍ୟ ଉନ୍ନୟନମୂଳକ କାର୍ଯ୍ୟର ସମୀକ୍ଷା । ଗ୍ରାମସଭାର ନିର୍ଦ୍ଧାରିତ ତାରିଖ, ସମୟ ଓ ଗ୍ରାମପଞ୍ଚାୟତ ତାଲିକା ନିମ୍ନରେ ପ୍ରଦାନ କରାଗଲା । ସମସ୍ତ ଅଞ୍ଚଳବାସୀ ଏଥିରେ ସକ୍ରିୟ ଭାବେ ଅଂଶଗ୍ରହଣ କରି କାର୍ଯ୍ୟକ୍ରମକୁ ସଫଳ କରିବାକୁ ଅନୁରୋଧ । bbox=[1030, 943, 1481, 1010]
table-row: ୫ ୨୩.୧୦.୨୦୧୩ ପୂ.୧୦.୦୦ ଘଟିକା ସାଲେଭଟା, ଗୋଡ଼ଭଗା, କୁସନପୁରୀ bbox=[1031, 1088, 1481, 1102]
article-gangrape bbox=[567, 320, 1011, 564]
notice-address: (Inside D.I. of Schools' Office Campus, Jail Chowk) bbox=[47, 511, 309, 524]
article-body: ରାୟଗଡ଼ା ଅଞ୍ଚଳ,୯।୧୦- ଜଣେ ଯୁବତୀଙ୍କୁ ଗଣବଳାତ୍କାର କରିଥିବା ଅଭିଯୋଗରେ ପୋଲିସ ତିନି ଜଣ ଯୁବକଙ୍କୁ ଗିରଫ କରିଛି । ପୀଡ଼ିତା ତାଙ୍କ ସମ୍ପର୍କୀୟଙ୍କ ଘରକୁ ଯାଉଥିବା ବେଳେ ରାସ୍ତାରେ ଅଭିଯୁକ୍ତମାନେ ତାଙ୍କୁ ଜବରଦସ୍ତ ନିକଟସ୍ଥ ଜଙ୍ଗଲକୁ ଟାଣିନେଇ ଦୁଷ୍କର୍ମ କରିଥିବା ଏତଲାରେ ଦର୍ଶାଯାଇଛି । ପୀଡ଼ିତାଙ୍କ ଲିଖିତ ଅଭିଯୋଗ ଭିତ୍ତିରେ ମାମଲା ରୁଜୁ କରି ପୋଲିସ ତଦନ୍ତ ଆରମ୍ଭ କରିଛି । ପୀଡ଼ିତାଙ୍କୁ ଡାକ୍ତରୀ ପରୀକ୍ଷା ପାଇଁ ଜିଲ୍ଲା ମୁଖ୍ୟ ଚିକିତ୍ସାଳୟକୁ ପଠାଯାଇଛି । ଅଭିଯୁକ୍ତମାନଙ୍କୁ ଆଜି କୋର୍ଟ ଚାଲାଣ କରାଯାଇଛି । ଘଟଣାକୁ ନେଇ ଅଞ୍ଚଳରେ ଉତ୍ତେଜନା ପ୍ରକାଶ ପାଇଛି । ଦୋଷୀଙ୍କୁ ଦୃଷ୍ଟାନ୍ତମୂଳକ ଦଣ୍ଡ ଦେବାକୁ ସ୍ଥାନୀୟ ଲୋକେ ଦାବି କରିଛନ୍ତି । bbox=[567, 361, 1011, 431]
table-row: ୧୩ ୨୫।୧୦।୨୦୧୩ କଣିହା ପୂ.୧୦ ଘଟିକା ଗ୍ରା.ପ. କାର୍ଯ୍ୟାଳୟ ପରିସର bbox=[9, 1843, 556, 1857]
table-row: ୧ ବଡ଼ପଦା ୧୪.୧୦.୨୦୧୩ ପୂ.୧୦.୦୦ଟା bbox=[1031, 1721, 1481, 1735]
notice-paragraph: ଚୟନ ପଦ୍ଧତି : ଲିଖିତ ପରୀକ୍ଷା (Theory)ରେ ୬୦% ଓ ପ୍ରୟୋଗିକ ପରୀକ୍ଷା (Practical)ରେ ୪୦% ଭିତ୍ତିରେ ମେଧା ତାଲିକା ପ୍ରସ୍ତୁତ କରାଯାଇ ସଂପୂର୍ଣ୍ଣ ସ୍ୱଚ୍ଛତାର ସହ ଚୟନ କରାଯିବ । bbox=[575, 1025, 1003, 1055]
form-field: ୧. ପ୍ରାର୍ଥୀ/ପ୍ରାର୍ଥିନୀଙ୍କ ନାମ – bbox=[781, 1456, 897, 1468]
table-row: ୧୦ ୨୬।୧୦।୨୦୧୩ ମଙ୍ଗରାଜପୁର ଅପ.୩ଟା, ପଞ୍ଚାୟତ ଭବନ ଶ୍ରୀ ଅଜୟ କୁମାର ବେହେରା, ବିସ୍ତାର ଅଧିକାରୀ bbox=[9, 1313, 556, 1327]
indianoil-logo bbox=[357, 433, 557, 465]
documents-title: ଆବେଦନ ପତ୍ର ସହ ଦାଖଲ କରିବାକୁ ଥିବା ପ୍ରମାଣପତ୍ର : bbox=[575, 1427, 752, 1455]
form-field: ୩. ସ୍ଥାୟୀ ଠିକଣା – bbox=[781, 1491, 851, 1503]
weekly-schedule-table bbox=[1030, 1707, 1481, 1983]
table-row: ୬ କୁଶପୁର ୧୭.୧୦.୨୦୧୩ ଅପ.୩.୦୦ଟା bbox=[1031, 1790, 1481, 1804]
table-row: ୭ ୨୪.୧୦.୨୦୧୩ ପୂ.୧୦.୦୦ ଘଟିକା ଖୁଣ୍ଟପାଲି, ରେମଣ୍ଡା, ଦେଶର bbox=[1031, 1116, 1481, 1130]
table-row: ୧ ୨୧.୧୦.୨୦୧୩ ପୂ.୧୦.୦୦ ଘଟିକା ଲଛମନ, ଗାମତୁଲା, ମହୁଲପାଲି bbox=[1031, 1033, 1481, 1047]
table-row: ୯ ୨୩।୧୦।୨୦୧୩ ପୋଡ଼ାଗଡ଼ ପୂ.୧୦ ଘଟିକା ଗ୍ରା.ପ. କାର୍ଯ୍ୟାଳୟ ପରିସର bbox=[9, 1788, 556, 1802]
notice-date: Date : 08.10.2013 bbox=[1376, 318, 1481, 333]
article-headline: କଂଗ୍ରେସ ଜିଲା ସଭାପତିଙ୍କ ନାମ ଘୋଷଣା bbox=[421, 29, 987, 69]
notice-baripada-municipality bbox=[1022, 228, 1489, 834]
advert-line: ୧. ଟେଣ୍ଡର ନଂ: ଇଆରଓ/ଏଲପିଜି/ପିଟି-୪୫/୨୦୧୩-୧୪: bbox=[360, 502, 524, 512]
table-row: ୧୦ ଜୟପୁର ୧୯.୧୦.୨୦୧୩ ଅପ.୩.୦୦ଟା bbox=[1031, 1845, 1481, 1859]
table-row: ୨୩ ୨୮।୧୦।୨୦୧୩ ପଲସମା ପୂ.୧୦ ଘଟିକା ପଞ୍ଚାୟତ ଭବନ bbox=[9, 1980, 556, 1994]
table-row: ୨ ୨୧.୧୦.୨୦୧୩ ଅପ.୩.୦୦ ଘଟିକା ଦୁଲିଆ, ସିରିଗିଡ଼ା, ଖଜୁରିଆ bbox=[1031, 1047, 1481, 1061]
notice-title: ପଞ୍ଚାୟତ ସମିତି କାର୍ଯ୍ୟାଳୟ, କଣ୍ଟାପଡ଼ା, କଟକ, ଓଡ଼ିଶା bbox=[123, 1089, 441, 1107]
tender-detail-item: 1. Tender Reference No. : BPDM- 07 of 2013/2014. bbox=[1048, 423, 1481, 439]
notice-body: ଏତଦ୍ଦ୍ୱାରା ସର୍ବସାଧାରଣଙ୍କ ଅବଗତି ନିମନ୍ତେ ଜଣାଇ ଦିଆଯାଉଛି ଯେ, ଜଗନ୍ନାଥପୁର ବ୍ଲକ ଅନ୍ତର୍ଗତ ସମସ୍ତ ଗ୍ରାମପଞ୍ଚାୟତରେ ମହାତ୍ମା ଗାନ୍ଧୀ ଜାତୀୟ ଗ୍ରାମୀଣ ନିଶ୍ଚିତ କର୍ମନିଯୁକ୍ତି ଯୋଜନା (MGNREGS)ର ୨୦୧୩-୧୪ ବାର୍ଷିକ କାର୍ଯ୍ୟ ଯୋଜନା ପ୍ରସ୍ତୁତି ତଥା ଶ୍ରମିକ ବଜେଟ ଅନୁମୋଦନ ନିମନ୍ତେ ଗ୍ରାମସଭା ଅନୁଷ୍ଠିତ ହେବ । ସର୍ବସାଧାରଣ ତଥା ହିତାଧିକାରୀମାନେ ନିର୍ଦ୍ଧାରିତ ତାରିଖ ଓ ସମୟରେ ସଂପୃକ୍ତ ଗ୍ରାମପଞ୍ଚାୟତ କାର୍ଯ୍ୟାଳୟରେ ଉପସ୍ଥିତ ରହି ନିଜ ନିଜ ମତାମତ ପ୍ରଦାନ କରିବାକୁ ଅନୁରୋଧ କରାଯାଉଛି । ପ୍ରତ୍ୟେକ ଗ୍ରାମସଭାରେ ବ୍ଲକ ସ୍ତରୀୟ ପଦାଧିକାରୀ ଉପସ୍ଥିତ ରହିବେ । bbox=[1030, 1607, 1481, 1674]
cartoon-illustration bbox=[8, 30, 386, 282]
table-row: ୬ ୨୨।୧୦।୨୦୧୩ ବଡ଼କେରଜଙ୍ଗ ଅପ.୩ ଘଟିକା ଉ.ପ୍ରା. ବିଦ୍ୟାଳୟ ପଡ଼ିଆ bbox=[9, 1747, 556, 1761]
table-row: ୪ ୨୨.୧୦.୨୦୧୩ ଅପ.୩.୦୦ ଘଟିକା ତାଲପାଲି, ଲାଖମାରା, ଧୁମାଳ bbox=[1031, 1074, 1481, 1088]
table-row: ୪ ନୂଆଗାଁ ୧୫.୧୦.୨୦୧୩ ଅପ.୩.୦୦ଟା bbox=[1031, 1763, 1481, 1777]
table-header-row: କ୍ର.ନଂ ଗ୍ରା.ପ. ନାମ ତାରିଖ ସମୟ bbox=[1031, 1708, 1481, 1722]
advert-line: ଭୁବନେଶ୍ୱର ବଟଲିଂ ପ୍ଲାଣ୍ଟ ପରିସରରେ ସିଭିଲ ମରାମତି କାର୍ଯ୍ୟ । bbox=[360, 513, 554, 534]
notice-title: "e" Procurement Notice bbox=[1165, 336, 1346, 353]
table-row: ୧୦ ୨୩।୧୦।୨୦୧୩ ଫୁଲପଡ଼ା ଅପ.୩ ଘଟିକା ଉ.ପ୍ରା. ବିଦ୍ୟାଳୟ ପଡ଼ିଆ bbox=[9, 1802, 556, 1816]
notice-number: ବିଜ୍ଞାପନ ସଂଖ୍ୟା : ୩୭୦୬ bbox=[8, 1109, 96, 1120]
table-row: ୨ ST - ୧ ୧ bbox=[605, 703, 972, 721]
notice-phone: Ph. No. : 06670-232083, 232114 bbox=[78, 524, 278, 538]
notice-note: ବି.ଦ୍ର. : ଅସମ୍ପୂର୍ଣ୍ଣ ତଥା ବିଳମ୍ବରେ ପ୍ରାପ୍ତ ଦରଖାସ୍ତ ବିନା ସୂଚନାରେ ଖାରଜ କରାଯିବ । ପଦବୀ ସଂଖ୍ୟା କମବେଶୀ ହୋଇପାରେ । ନିଯୁକ୍ତି ସମ୍ପୂର୍ଣ୍ଣ ଅସ୍ଥାୟୀ ତଥା ଚୁକ୍ତିଭିତ୍ତିକ ଅଟେ ଏବଂ ଯେକୌଣସି ସମୟରେ ବିନା କାରଣ ଦର୍ଶାଇ ଚୁକ୍ତି ରଦ୍ଦ କରାଯାଇପାରେ । ଚୟନ ପରେ ପ୍ରାର୍ଥୀ/ପ୍ରାର୍ଥିନୀ ନିଜ ଖର୍ଚ୍ଚରେ ସତ୍ୟାପିତ ନକଲ (Attested True Copy) ସହ ଜିଲ୍ଲା ମୁଖ୍ୟ ପ୍ରାଣୀ ଚିକିତ୍ସା ଅଧିକାରୀ (Chief District Veterinary Officer)ଙ୍କ କାର୍ଯ୍ୟାଳୟରେ ଯୋଗ ଦେବେ । bbox=[575, 1339, 1003, 1416]
table-row: ୧୨ ୨୮।୧୦।୨୦୧୩ ରାମଚନ୍ଦ୍ରପୁର ଅପ.୩ଟା, ଉ.ପ୍ରା. ବିଦ୍ୟାଳୟ ଶ୍ରୀ ପ୍ରଫୁଲ୍ଲ କୁମାର ସାହୁ, ସହକାରୀ ଯନ୍ତ୍ରୀ bbox=[9, 1341, 556, 1355]
notice-org-line3: SSA, KALAHANDI, BHAWANIPATNA bbox=[52, 494, 304, 510]
table-row: ୨ ୨୧।୧୦।୨୦୧୩ ଗୋବରା ଅପ.୩ ଘଟିକା ଉ.ପ୍ରା. ବିଦ୍ୟାଳୟ ପଡ଼ିଆ bbox=[9, 1692, 556, 1706]
document-item: ୭. ସଦ୍ୟ ତୋଳା ଦୁଇଟି ପାସପୋର୍ଟ ଫଟୋ । bbox=[579, 1583, 739, 1595]
table-row: ୧ ୨୧।୧୦।୨୦୧୩ ଓସ୍ତିଆ ପୂ.୧୦ଟା, ଗ୍ରା.ପ. କାର୍ଯ୍ୟାଳୟ ଶ୍ରୀ ରମେଶ ଚନ୍ଦ୍ର ସାହୁ, କନିଷ୍ଠ ଯନ୍ତ୍ରୀ bbox=[9, 1190, 556, 1204]
table-row: ୨ ୨୧।୧୦।୨୦୧୩ ନେମାଳ ଅପ.୩ଟା, ପଞ୍ଚାୟତ ଭବନ ଶ୍ରୀ ଅଜୟ କୁମାର ବେହେରା, ବିସ୍ତାର ଅଧିକାରୀ bbox=[9, 1203, 556, 1217]
table-row: ୨ ଚାନ୍ଦପୁର ୧୪.୧୦.୨୦୧୩ ଅପ.୩.୦୦ଟା bbox=[1031, 1735, 1481, 1749]
document-item: ୪. ଜାତିଗତ ପ୍ରମାଣପତ୍ରର ସତ୍ୟାପିତ ନକଲ । bbox=[579, 1535, 765, 1547]
table-row: ୩ ଗୋବିନ୍ଦପୁର ୧୫.୧୦.୨୦୧୩ ପୂ.୧୦.୦୦ଟା bbox=[1031, 1749, 1481, 1763]
notice-title: ପଞ୍ଚାୟତ ସମିତି କାର୍ଯ୍ୟାଳୟ, ବଅଁରପାଳ bbox=[110, 1550, 454, 1576]
advert-line: ଟେଣ୍ଡର ସମ୍ବନ୍ଧୀୟ ସମସ୍ତ ସଂଶୋଧନା କେବଳ ୱେବସାଇଟରେ ପ୍ରକାଶ ପାଇବ । bbox=[360, 653, 554, 674]
masthead-page-number: ଧରିତ୍ରୀ ୧୯ bbox=[1426, 4, 1485, 20]
advert-body bbox=[360, 481, 554, 707]
table-row: ୬ ୨୩.୧୦.୨୦୧୩ ଅପ.୩.୦୦ ଘଟିକା ଅଁଲାପାଲି, ବୁଡ଼େଲ, ଜଗଦାଲପୁର bbox=[1031, 1102, 1481, 1116]
article-body: ଫୁଲବାଣୀ,୯।୧୦(ନି.ପ୍ର.)- ଗତ ଚାରି ଦିନ ହେବ ନିଖୋଜ ଥିବା ଜଣେ ନାବାଳକଙ୍କ ମୃତଦେହ ଆଜି ସକାଳେ ଗାଁ ପାଖ ଝଳିଆବନ୍ଧରୁ ଉଦ୍ଧାର ହୋଇଛି । ମୃତ ନାବାଳକ ଜଣକ ଗ୍ରାମର ଏକ ପ୍ରାଥମିକ ବିଦ୍ୟାଳୟର ଚତୁର୍ଥ ଶ୍ରେଣୀ ଛାତ୍ର ବୋଲି ଜଣାପଡ଼ିଛି । ଖେଳିବାକୁ ଯାଇ ସେ ବନ୍ଧରେ ପଡ଼ିଯାଇଥିବା ସନ୍ଦେହ କରାଯାଉଛି । ଖବର ପାଇ ପୋଲିସ ଘଟଣାସ୍ଥଳରେ ପହଞ୍ଚି ଶବକୁ ଜବତ କରି ବ୍ୟବଚ୍ଛେଦ ପାଇଁ ପଠାଇଛି । ପରିବାର ଲୋକଙ୍କ ଅଭିଯୋଗ ଭିତ୍ତିରେ ଏକ ଅପମୃତ୍ୟୁ ମାମଲା ରୁଜୁ କରାଯାଇ ତଦନ୍ତ ଚାଲିଛି । ଗାଁରେ ଶୋକର ଛାୟା ଖେଳିଯାଇଛି । bbox=[1022, 61, 1489, 120]
notice-date: Date : 07.10.2013 bbox=[223, 543, 339, 558]
by-order-line: By order of the Collector-cum-Chairman bbox=[119, 946, 339, 960]
footnote-item: ୫. ବାର୍ଦ୍ଧକ୍ୟ ଭତ୍ତା ହିତାଧିକାରୀ ଚୟନ କରାଯିବ । bbox=[8, 2082, 184, 2094]
notice-jagannathpur bbox=[1022, 1566, 1489, 2324]
terms-item: ୨. ଓଡ଼ିଆ ଭାଷା ପଢ଼ି ଲେଖି ଜାଣିଥିବେ । bbox=[579, 1255, 735, 1268]
notice-body: ଏତଦ୍ଦ୍ୱାରା ସର୍ବସାଧାରଣଙ୍କ ଅବଗତି ନିମନ୍ତେ ଜଣାଇ ଦିଆଯାଉଛି ଯେ, କଣ୍ଟାପଡ଼ା ବ୍ଲକ ଅନ୍ତର୍ଗତ ନିମ୍ନଲିଖିତ ଗ୍ରାମପଞ୍ଚାୟତଗୁଡ଼ିକରେ ୨୦୧୩-୧୪ ବର୍ଷ ପାଇଁ ବିଭିନ୍ନ ଯୋଜନାର ହିତାଧିକାରୀ ଚୟନ ତଥା କାର୍ଯ୍ୟ ଯୋଜନା ଅନୁମୋଦନ ନିମନ୍ତେ ଗ୍ରାମସଭା ଅନୁଷ୍ଠିତ ହେବ । ସଂପୃକ୍ତ ଗ୍ରାମପଞ୍ଚାୟତର ସମସ୍ତ ଭୋଟର ତଥା ଅଞ୍ଚଳବାସୀଙ୍କୁ ନିର୍ଦ୍ଧାରିତ ତାରିଖ, ସମୟ ଓ ସ୍ଥାନରେ ଉପସ୍ଥିତ ରହିବାକୁ ଅନୁରୋଧ କରାଯାଉଛି । ପ୍ରତ୍ୟେକ ଗ୍ରାମସଭା ପାଇଁ ନିଯୁକ୍ତ ପର୍ଯ୍ୟବେକ୍ଷକ ଅଧିକାରୀଙ୍କ ନାମ ନିମ୍ନ ତାଲିକାରେ ଦିଆଯାଇଛି । bbox=[8, 1122, 556, 1170]
table-row: ୭ ବାଲିପଦା ୧୮.୧୦.୨୦୧୩ ପୂ.୧୦.୦୦ଟା bbox=[1031, 1804, 1481, 1818]
notice-paragraph: ପରୀକ୍ଷା ସ୍ଥାନ ଓ ତାରିଖ : ଲିଖିତ ତଥା ପ୍ରୟୋଗିକ ପରୀକ୍ଷାର ସ୍ଥାନ, ତାରିଖ ଓ ସମୟ ପରବର୍ତ୍ତୀ ସମୟରେ ଯୋଗ୍ୟ ପ୍ରାର୍ଥୀ/ପ୍ରାର୍ଥିନୀଙ୍କୁ ଡାକ ଯୋଗେ ଜଣାଇ ଦିଆଯିବ । ପରୀକ୍ଷାରେ ଯୋଗ ଦେବା ପାଇଁ କୌଣସି ଯାତ୍ରା ଭତ୍ତା ଦିଆଯିବ ନାହିଁ । bbox=[575, 1059, 1003, 1104]
notice-vet-boudh bbox=[567, 568, 1011, 2324]
editorial-cartoon bbox=[8, 30, 386, 282]
notice-paragraph: ଦରମା : ସମୁଦାୟ ପାରିଶ୍ରମିକ (Consolidated Remuneration) ସରକାରୀ ନିୟମ ଅନୁଯାୟୀ ମାସିକ ଭିତ୍ତିରେ ପ୍ରଦାନ କରାଯିବ । bbox=[575, 991, 1003, 1020]
form-field: ୯. ବୈବାହିକ ସ୍ଥିତି – bbox=[781, 1596, 852, 1608]
indianoil-wordmark: IndianOil bbox=[427, 439, 515, 459]
tender-detail-item: 8. Bids received online shall be opened on : 24.10.2013 at 11.00 AM. bbox=[1048, 564, 1481, 580]
terms-item: ୧. ପ୍ରାର୍ଥୀ/ପ୍ରାର୍ଥିନୀ ଓଡ଼ିଶାର ସ୍ଥାୟୀ ବାସିନ୍ଦା ହୋଇଥିବେ । bbox=[579, 1238, 801, 1251]
advert-heading: ଇ-ଟେଣ୍ଡର ଆମନ୍ତ୍ରଣ ବିଜ୍ଞପ୍ତି bbox=[399, 468, 515, 479]
form-field: ୪. ଯୋଗାଯୋଗ ଠିକଣା – bbox=[781, 1508, 878, 1520]
table-row: ୩ ୨୨.୧୦.୨୦୧୩ ପୂ.୧୦.୦୦ ଘଟିକା ଭେଡ଼େନ, ବାରିହାପାଲି, ସରକଣ୍ଡା bbox=[1031, 1061, 1481, 1075]
